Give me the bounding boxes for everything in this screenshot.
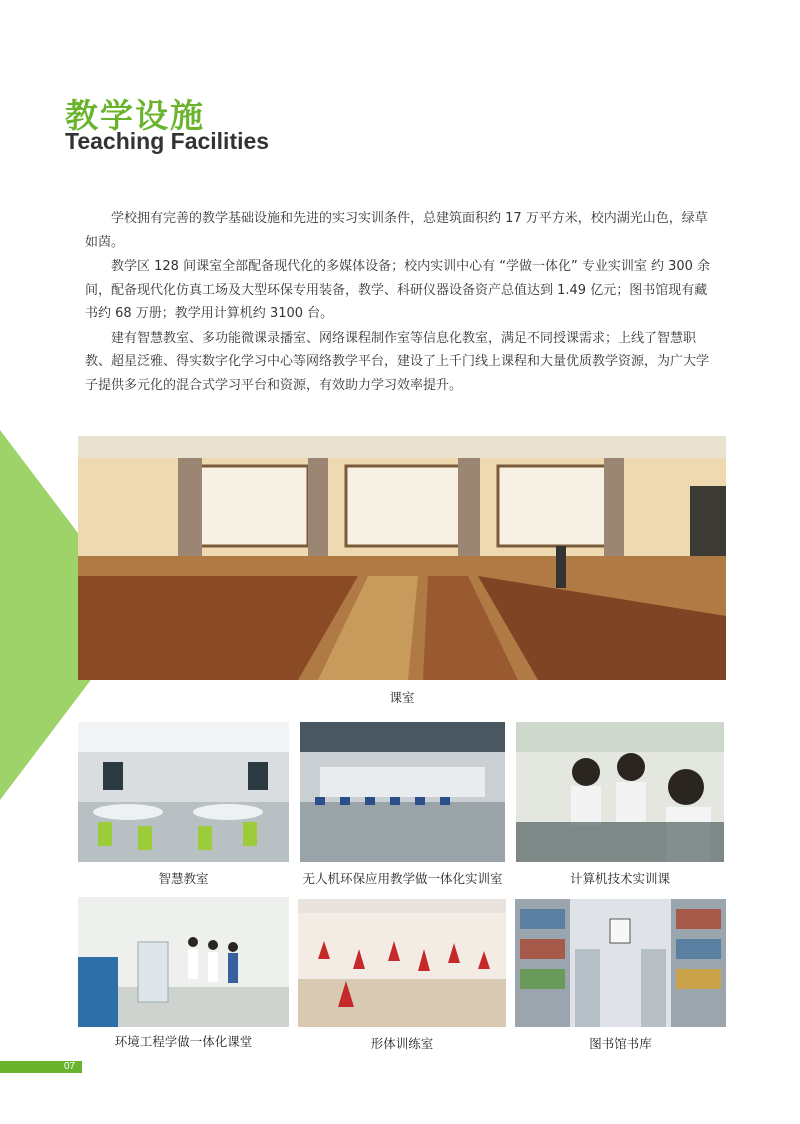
photo-caption: 图书馆书库 <box>589 1036 652 1051</box>
classroom-photo <box>78 436 726 680</box>
computer-class-photo <box>516 722 724 862</box>
drone-lab-photo <box>300 722 505 862</box>
photo-caption: 无人机环保应用教学做一体化实训室 <box>302 871 503 886</box>
intro-text <box>85 207 715 398</box>
photo-caption: 环境工程学做一体化课堂 <box>114 1034 253 1049</box>
library-photo <box>515 899 726 1027</box>
smart-classroom-photo <box>78 722 289 862</box>
classroom-caption: 课室 <box>389 690 415 705</box>
intro-paragraph: 学校拥有完善的教学基础设施和先进的实习实训条件，总建筑面积约 17 万平方米，校内湖光山色，绿草如茵。 <box>85 211 708 250</box>
dance-room-photo <box>298 899 506 1027</box>
photo-caption: 计算机技术实训课 <box>569 871 670 886</box>
env-engineering-photo <box>78 897 289 1027</box>
page-subtitle: Teaching Facilities <box>65 128 270 154</box>
page-number: 07 <box>64 1061 76 1072</box>
photo-caption: 形体训练室 <box>370 1036 434 1051</box>
photo-caption: 智慧教室 <box>158 871 209 886</box>
page-title: 教学设施 <box>65 96 205 135</box>
intro-paragraph: 教学区 128 间课室全部配备现代化的多媒体设备；校内实训中心有 “学做一体化” 专业实训室 约 300 余间，配备现代化仿真工场及大型环保专用装备，教学、科研仪器设备资产总值达到 1.49 亿元；图书馆现有藏书约 68 万册；教学用计算机约 3100 台。 <box>85 259 711 321</box>
intro-paragraph: 建有智慧教室、多功能微课录播室、网络课程制作室等信息化教室，满足不同授课需求；上线了智慧职教、超星泛雅、得实数字化学习中心等网络教学平台，建设了上千门线上课程和大量优质教学资源，为广大学子提供多元化的混合式学习平台和资源，有效助力学习效率提升。 <box>85 330 710 393</box>
